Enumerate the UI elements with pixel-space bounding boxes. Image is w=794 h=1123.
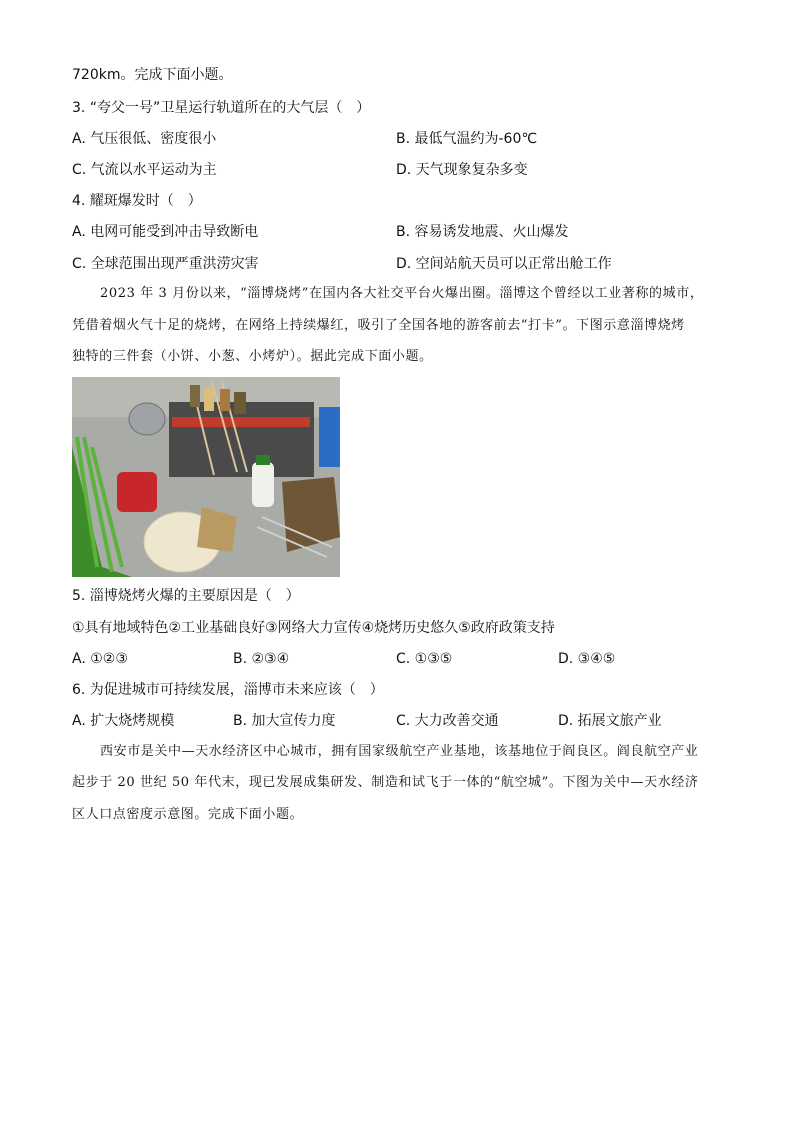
question-4-stem: 4. 耀斑爆发时（ ） <box>72 193 202 209</box>
question-5-option-a: A. ①②③ <box>72 651 128 667</box>
passage-xian-line-2: 起步于 20 世纪 50 年代末，现已发展成集研发、制造和试飞于一体的“航空城”。下图为关中—天水经济 <box>72 775 699 790</box>
question-6-option-c: C. 大力改善交通 <box>396 713 499 729</box>
passage-xian-line-1: 西安市是关中—天水经济区中心城市，拥有国家级航空产业基地，该基地位于阎良区。阎良航空产业 <box>100 744 699 759</box>
question-4-option-c: C. 全球范围出现严重洪涝灾害 <box>72 256 259 272</box>
question-3-stem: 3. “夸父一号”卫星运行轨道所在的大气层（ ） <box>72 100 371 116</box>
zibo-bbq-photo <box>72 377 340 577</box>
question-6-stem: 6. 为促进城市可持续发展，淄博市未来应该（ ） <box>72 682 384 698</box>
question-5-option-d: D. ③④⑤ <box>558 651 616 667</box>
question-4-option-b: B. 容易诱发地震、火山爆发 <box>396 224 569 240</box>
question-5-option-c: C. ①③⑤ <box>396 651 453 667</box>
question-6-option-b: B. 加大宣传力度 <box>233 713 336 729</box>
question-4-option-a: A. 电网可能受到冲击导致断电 <box>72 224 259 240</box>
question-3-option-b: B. 最低气温约为-60℃ <box>396 131 538 147</box>
question-4-option-d: D. 空间站航天员可以正常出舱工作 <box>396 256 612 272</box>
question-6-option-a: A. 扩大烧烤规模 <box>72 713 175 729</box>
passage-zibo-line-2: 凭借着烟火气十足的烧烤，在网络上持续爆红，吸引了全国各地的游客前去“打卡”。下图示意淄博烧烤 <box>72 318 685 333</box>
question-5-option-b: B. ②③④ <box>233 651 290 667</box>
passage-xian-line-3: 区人口点密度示意图。完成下面小题。 <box>72 807 304 822</box>
question-6-option-d: D. 拓展文旅产业 <box>558 713 662 729</box>
intro-tail: 720km。完成下面小题。 <box>72 67 233 83</box>
question-5-items: ①具有地域特色②工业基础良好③网络大力宣传④烧烤历史悠久⑤政府政策支持 <box>72 620 555 636</box>
passage-zibo-line-3: 独特的三件套（小饼、小葱、小烤炉）。据此完成下面小题。 <box>72 349 433 364</box>
question-3-option-a: A. 气压很低、密度很小 <box>72 131 217 147</box>
question-3-option-d: D. 天气现象复杂多变 <box>396 162 528 178</box>
question-3-option-c: C. 气流以水平运动为主 <box>72 162 217 178</box>
passage-zibo-line-1: 2023 年 3 月份以来，“淄博烧烤”在国内各大社交平台火爆出圈。淄博这个曾经以工业著称的城市， <box>100 286 704 301</box>
question-5-stem: 5. 淄博烧烤火爆的主要原因是（ ） <box>72 588 300 604</box>
